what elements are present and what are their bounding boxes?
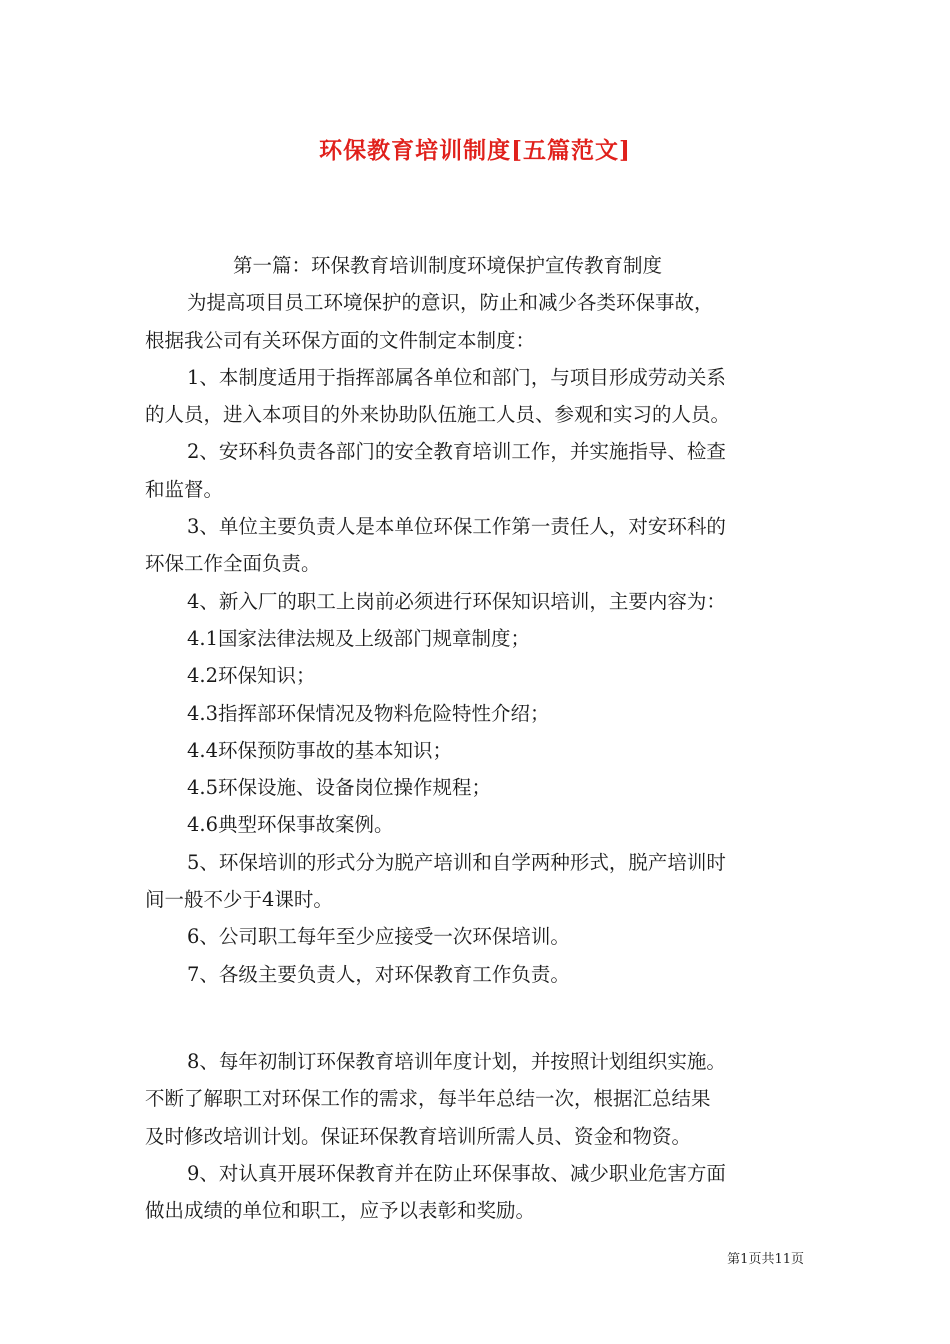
page-number: 第1页共11页 [727, 1252, 804, 1267]
list-item: 4.2环保知识； [187, 664, 316, 688]
paragraph-line: 6、公司职工每年至少应接受一次环保培训。 [187, 925, 570, 949]
paragraph-line: 9、对认真开展环保教育并在防止环保事故、减少职业危害方面 [187, 1161, 726, 1185]
paragraph-line: 及时修改培训计划。保证环保教育培训所需人员、资金和物资。 [145, 1124, 692, 1148]
paragraph-line: 1、本制度适用于指挥部属各单位和部门，与项目形成劳动关系 [187, 365, 726, 389]
list-item: 4.4环保预防事故的基本知识； [187, 738, 453, 762]
paragraph-line: 4、新入厂的职工上岗前必须进行环保知识培训，主要内容为： [187, 589, 726, 613]
list-item: 4.6典型环保事故案例。 [187, 813, 394, 837]
paragraph-line: 7、各级主要负责人，对环保教育工作负责。 [187, 962, 570, 986]
paragraph-line: 和监督。 [145, 477, 224, 501]
section-heading: 第一篇：环保教育培训制度环境保护宣传教育制度 [233, 254, 663, 277]
list-item: 4.5环保设施、设备岗位操作规程； [187, 776, 492, 800]
list-item: 4.3指挥部环保情况及物料危险特性介绍； [187, 701, 550, 725]
paragraph-line: 根据我公司有关环保方面的文件制定本制度： [145, 328, 536, 352]
paragraph-line: 做出成绩的单位和职工，应予以表彰和奖励。 [145, 1199, 536, 1223]
paragraph-line: 的人员，进入本项目的外来协助队伍施工人员、参观和实习的人员。 [145, 403, 731, 427]
section-gap [145, 993, 810, 1043]
paragraph-line: 3、单位主要负责人是本单位环保工作第一责任人，对安环科的 [187, 515, 726, 539]
paragraph-line: 2、安环科负责各部门的安全教育培训工作，并实施指导、检查 [187, 440, 726, 464]
paragraph-line: 8、每年初制订环保教育培训年度计划，并按照计划组织实施。 [187, 1049, 726, 1073]
paragraph-line: 不断了解职工对环保工作的需求，每半年总结一次，根据汇总结果 [145, 1087, 711, 1111]
document-body [145, 247, 810, 1229]
document-title: 环保教育培训制度[五篇范文] [319, 137, 631, 164]
paragraph-line: 为提高项目员工环境保护的意识，防止和减少各类环保事故， [187, 291, 714, 315]
paragraph-line: 5、环保培训的形式分为脱产培训和自学两种形式，脱产培训时 [187, 850, 726, 874]
list-item: 4.1国家法律法规及上级部门规章制度； [187, 626, 531, 650]
paragraph-line: 环保工作全面负责。 [145, 552, 321, 576]
paragraph-line: 间一般不少于4课时。 [145, 888, 333, 912]
